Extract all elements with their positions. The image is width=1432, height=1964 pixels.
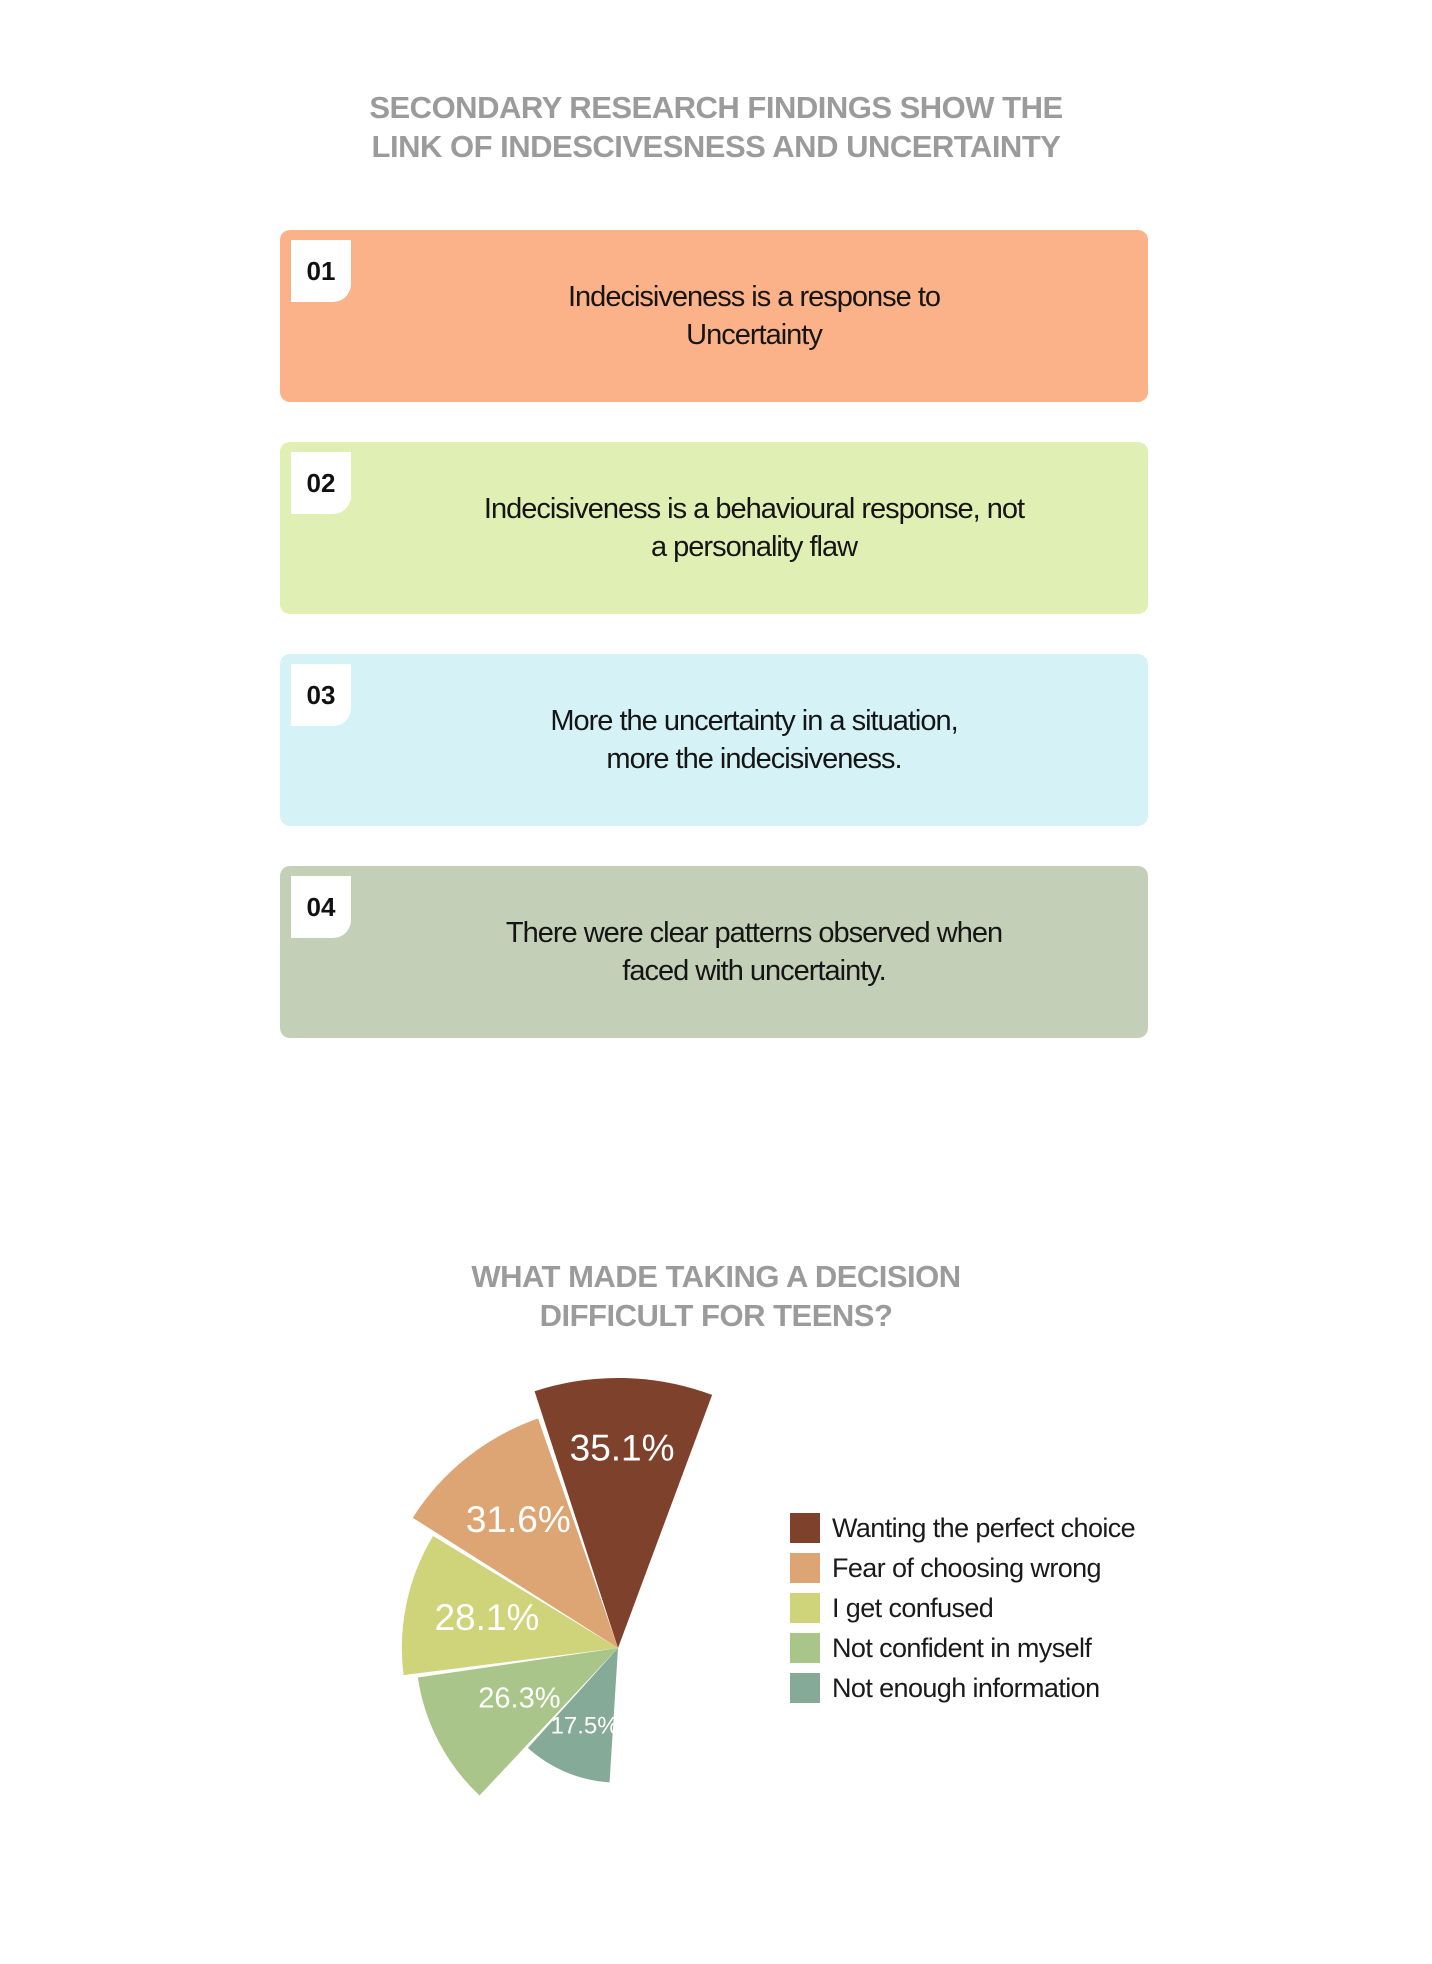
legend-label-2: Fear of choosing wrong <box>832 1552 1101 1583</box>
chart-legend <box>790 1508 1135 1708</box>
finding-text-03-line-1: More the uncertainty in a situation, <box>550 705 958 737</box>
findings-title-line-2: LINK OF INDESCIVESNESS AND UNCERTAINTY <box>371 129 1061 164</box>
chart-title <box>0 1257 1432 1335</box>
legend-item-2 <box>790 1548 1135 1588</box>
pie-slice-label-3: 28.1% <box>434 1596 540 1638</box>
pie-slice-label-1: 35.1% <box>569 1427 675 1469</box>
legend-swatch-3 <box>790 1593 820 1623</box>
findings-title-line-1: SECONDARY RESEARCH FINDINGS SHOW THE <box>369 90 1063 125</box>
chart-title-line-2: DIFFICULT FOR TEENS? <box>539 1298 893 1333</box>
finding-text-01-line-1: Indecisiveness is a response to <box>568 281 940 313</box>
finding-number-03: 03 <box>291 664 351 726</box>
legend-item-1 <box>790 1508 1135 1548</box>
finding-text-04-line-2: faced with uncertainty. <box>622 955 886 987</box>
legend-label-4: Not confident in myself <box>832 1632 1092 1663</box>
pie-chart <box>370 1370 730 1870</box>
finding-text-02-line-1: Indecisiveness is a behavioural response, not <box>483 493 1025 525</box>
finding-text-03-line-2: more the indecisiveness. <box>606 743 902 775</box>
legend-swatch-1 <box>790 1513 820 1543</box>
legend-item-3 <box>790 1588 1135 1628</box>
finding-card-03 <box>280 654 1148 826</box>
legend-swatch-4 <box>790 1633 820 1663</box>
finding-text-01-line-2: Uncertainty <box>686 319 822 351</box>
finding-number-04: 04 <box>291 876 351 938</box>
pie-slice-label-5: 17.5% <box>550 1712 619 1740</box>
finding-text-04 <box>390 914 1118 990</box>
legend-label-3: I get confused <box>832 1592 994 1623</box>
finding-number-02: 02 <box>291 452 351 514</box>
finding-text-04-line-1: There were clear patterns observed when <box>505 917 1003 949</box>
findings-title <box>0 88 1432 166</box>
legend-swatch-5 <box>790 1673 820 1703</box>
finding-text-02 <box>390 490 1118 566</box>
finding-text-01 <box>390 278 1118 354</box>
finding-card-02 <box>280 442 1148 614</box>
legend-item-4 <box>790 1628 1135 1668</box>
pie-slice-label-4: 26.3% <box>478 1682 561 1715</box>
legend-swatch-2 <box>790 1553 820 1583</box>
finding-text-02-line-2: a personality flaw <box>650 531 858 563</box>
legend-label-1: Wanting the perfect choice <box>832 1512 1136 1543</box>
legend-item-5 <box>790 1668 1135 1708</box>
pie-slice-label-2: 31.6% <box>465 1499 571 1541</box>
finding-text-03 <box>390 702 1118 778</box>
finding-number-01: 01 <box>291 240 351 302</box>
chart-title-line-1: WHAT MADE TAKING A DECISION <box>471 1259 961 1294</box>
finding-card-04 <box>280 866 1148 1038</box>
legend-label-5: Not enough information <box>832 1672 1100 1703</box>
finding-card-01 <box>280 230 1148 402</box>
